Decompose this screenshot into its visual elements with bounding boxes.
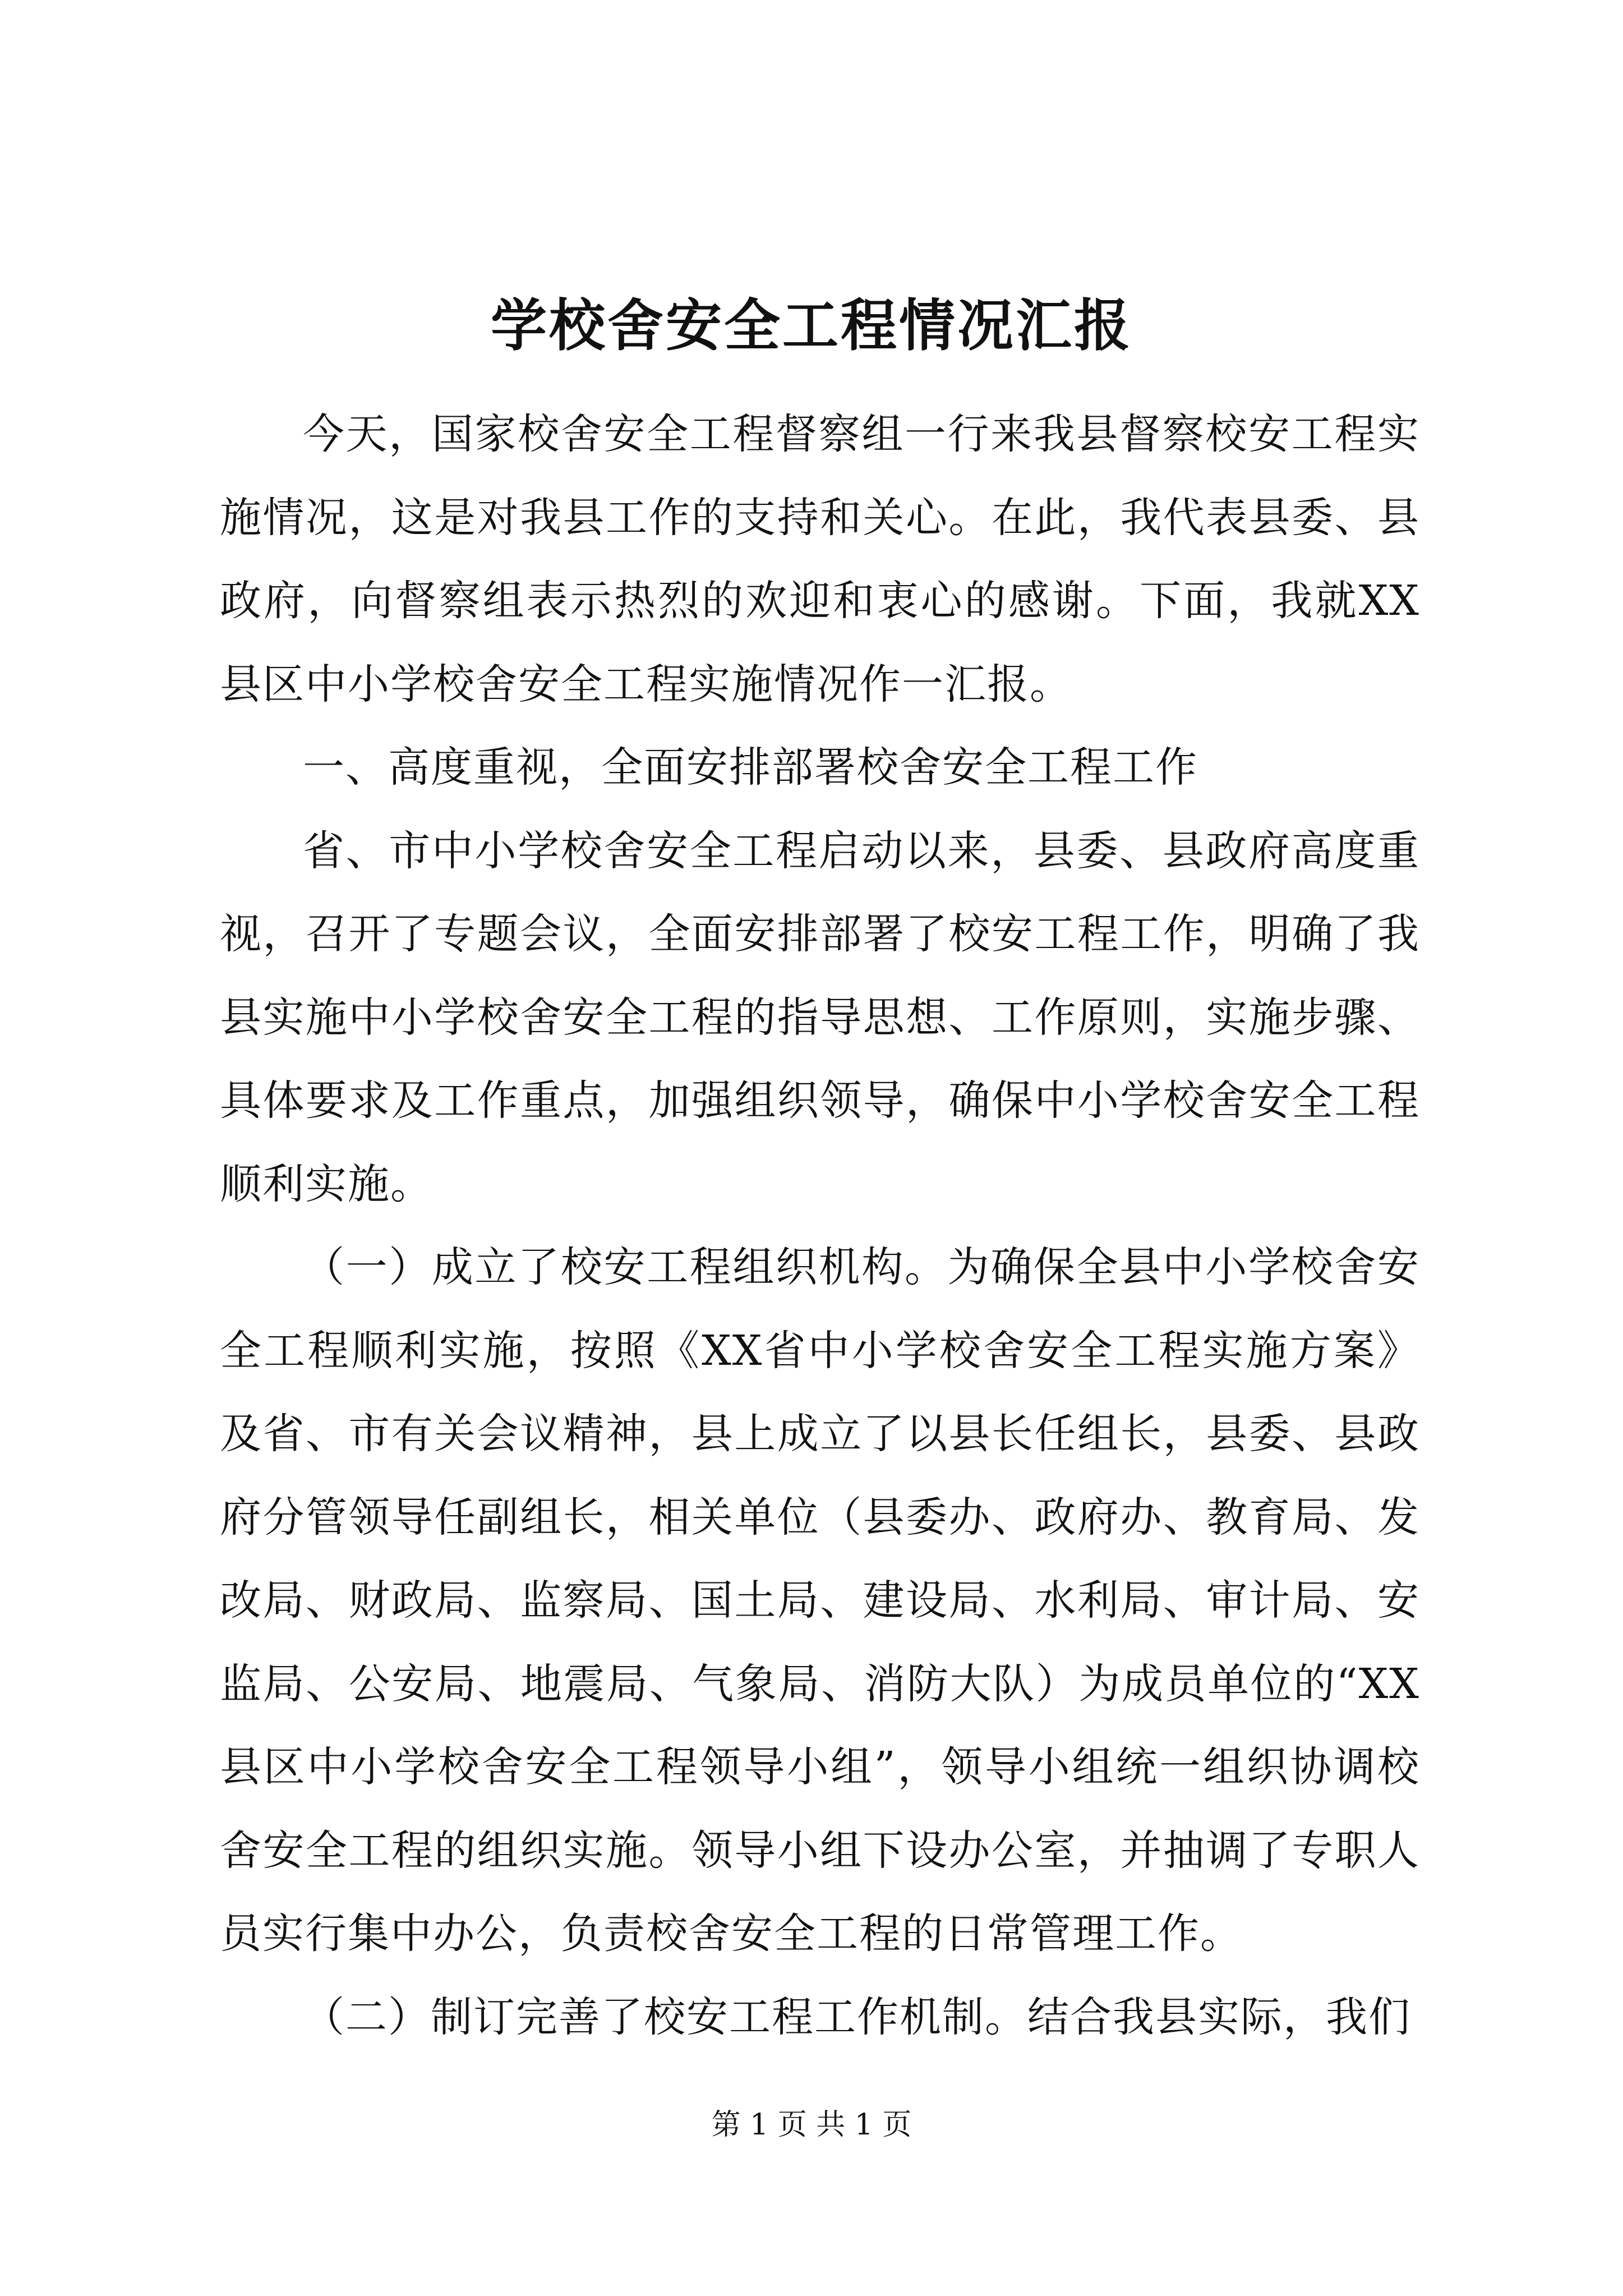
document-title: 学校舍安全工程情况汇报 (491, 292, 1132, 358)
document-body (220, 393, 1420, 2059)
section-heading-1: 一、高度重视，全面安排部署校舍安全工程工作 (303, 743, 1198, 792)
paragraph-subsection-1: （一）成立了校安工程组织机构。为确保全县中小学校舍安全工程顺利实施，按照《XX省中小学校舍安全工程实施方案》及省、市有关会议精神，县上成立了以县长任组长，县委、县政府分管领导任副组长，相关单位（县委办、政府办、教育局、发改局、财政局、监察局、国土局、建设局、水利局、审计局、安监局、公安局、地震局、气象局、消防大队）为成员单位的“XX县区中小学校舍安全工程领导小组”，领导小组统一组织协调校舍安全工程的组织实施。领导小组下设办公室，并抽调了专职人员实行集中办公，负责校舍安全工程的日常管理工作。 (220, 1243, 1420, 1958)
paragraph-section-1: 省、市中小学校舍安全工程启动以来，县委、县政府高度重视，召开了专题会议，全面安排部署了校安工程工作，明确了我县实施中小学校舍安全工程的指导思想、工作原则，实施步骤、具体要求及工作重点，加强组织领导，确保中小学校舍安全工程顺利实施。 (220, 826, 1420, 1208)
paragraph-intro: 今天，国家校舍安全工程督察组一行来我县督察校安工程实施情况，这是对我县工作的支持和关心。在此，我代表县委、县政府，向督察组表示热烈的欢迎和衷心的感谢。下面，我就XX县区中小学校舍安全工程实施情况作一汇报。 (220, 410, 1420, 708)
page-footer: 第 1 页 共 1 页 (711, 2108, 912, 2142)
paragraph-subsection-2: （二）制订完善了校安工程工作机制。结合我县实际，我们 (303, 1993, 1411, 2041)
